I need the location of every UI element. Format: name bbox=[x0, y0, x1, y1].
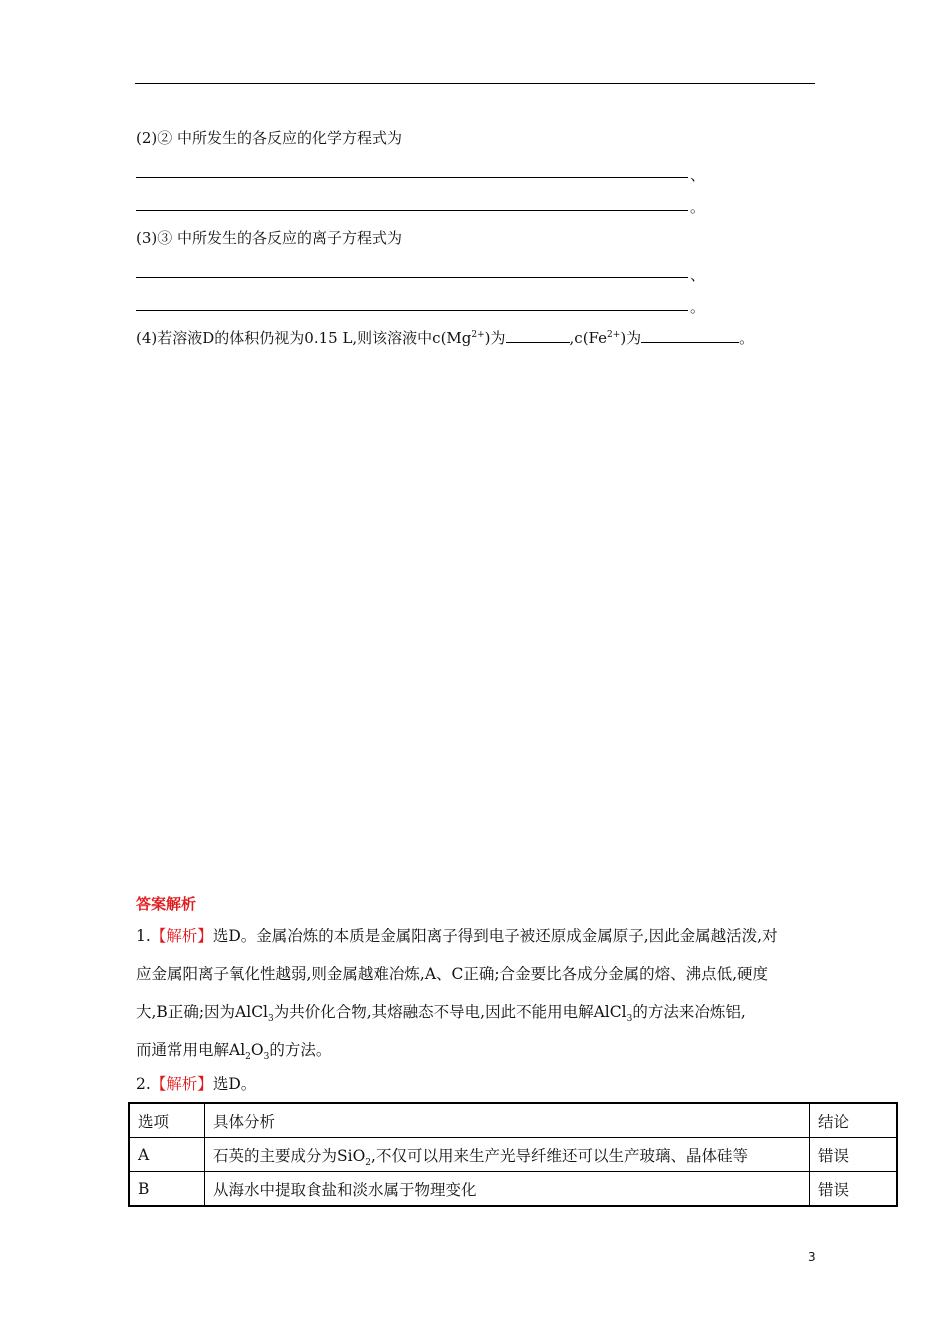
answer-blank bbox=[136, 277, 688, 278]
fe-charge: 2+ bbox=[607, 330, 621, 340]
separator: 、 bbox=[690, 166, 706, 184]
text-segment: 为共价化合物,其熔融态不导电,因此不能用电解AlCl bbox=[273, 1003, 627, 1021]
separator: 。 bbox=[690, 198, 706, 216]
q4-prefix: (4)若溶液D的体积仍视为0.15 L,则该溶液中c(Mg bbox=[136, 329, 472, 347]
separator: 。 bbox=[690, 298, 706, 316]
q4-end: 。 bbox=[739, 329, 755, 347]
text-segment: ,不仅可以用来生产光导纤维还可以生产玻璃、晶体硅等 bbox=[371, 1146, 748, 1165]
subscript: 3 bbox=[626, 1014, 633, 1025]
q4-mid: )为 bbox=[484, 329, 506, 347]
text-segment: 的方法来冶炼铝, bbox=[632, 1003, 746, 1021]
mg-concentration-blank bbox=[506, 328, 570, 343]
answer-section-title: 答案解析 bbox=[136, 895, 197, 913]
mg-charge: 2+ bbox=[471, 330, 485, 340]
page-number: 3 bbox=[808, 1250, 816, 1264]
text-segment: 大,B正确;因为AlCl bbox=[136, 1003, 269, 1021]
answer-2-number: 2. bbox=[136, 1075, 151, 1093]
separator: 、 bbox=[690, 266, 706, 284]
answer-1-text: 选D。金属冶炼的本质是金属阳离子得到电子被还原成金属原子,因此金属越活泼,对 bbox=[212, 927, 778, 945]
header-result: 结论 bbox=[810, 1103, 898, 1138]
answer-1-number: 1. bbox=[136, 927, 151, 945]
option-cell: A bbox=[129, 1138, 205, 1172]
answer-2-text: 选D。 bbox=[212, 1075, 257, 1093]
header-analysis: 具体分析 bbox=[205, 1103, 810, 1138]
answer-1-line-2: 应金属阳离子氧化性越弱,则金属越难冶炼,A、C正确;合金要比各成分金属的熔、沸点低,硬度 bbox=[136, 965, 769, 983]
subscript: 3 bbox=[263, 1052, 270, 1063]
header-option: 选项 bbox=[129, 1103, 205, 1138]
question-2-text: (2)② 中所发生的各反应的化学方程式为 bbox=[136, 129, 403, 147]
fe-concentration-blank bbox=[641, 328, 739, 343]
q4-comma: ,c(Fe bbox=[569, 329, 608, 347]
analysis-cell: 从海水中提取食盐和淡水属于物理变化 bbox=[205, 1172, 810, 1207]
analysis-tag: 【解析】 bbox=[150, 927, 213, 945]
subscript: 3 bbox=[268, 1014, 274, 1025]
text-segment: 而通常用电解Al bbox=[136, 1041, 246, 1059]
option-cell: B bbox=[129, 1172, 205, 1207]
question-3-text: (3)③ 中所发生的各反应的离子方程式为 bbox=[136, 229, 403, 247]
text-segment: 石英的主要成分为SiO bbox=[213, 1146, 366, 1165]
subscript: 2 bbox=[365, 1157, 372, 1168]
result-cell: 错误 bbox=[810, 1172, 898, 1207]
analysis-tag: 【解析】 bbox=[150, 1075, 213, 1093]
result-cell: 错误 bbox=[810, 1138, 898, 1172]
answer-blank bbox=[136, 310, 688, 311]
answer-blank bbox=[136, 177, 688, 178]
analysis-table bbox=[128, 1102, 898, 1207]
question-4-text bbox=[136, 327, 754, 348]
analysis-cell bbox=[205, 1138, 810, 1172]
answer-blank bbox=[136, 210, 688, 211]
text-segment: 的方法。 bbox=[269, 1041, 332, 1059]
answer-1-line-1 bbox=[136, 917, 816, 955]
header-rule bbox=[135, 83, 815, 84]
answer-1-line-4 bbox=[136, 1031, 816, 1069]
answer-1-line-3 bbox=[136, 993, 816, 1031]
answer-2 bbox=[136, 1065, 816, 1103]
text-segment: O bbox=[250, 1041, 264, 1059]
table-row bbox=[129, 1138, 897, 1172]
table-header-row bbox=[129, 1103, 897, 1138]
answer-1 bbox=[136, 917, 816, 1069]
q4-end-paren: )为 bbox=[620, 329, 642, 347]
table-row bbox=[129, 1172, 897, 1207]
subscript: 2 bbox=[245, 1052, 251, 1063]
